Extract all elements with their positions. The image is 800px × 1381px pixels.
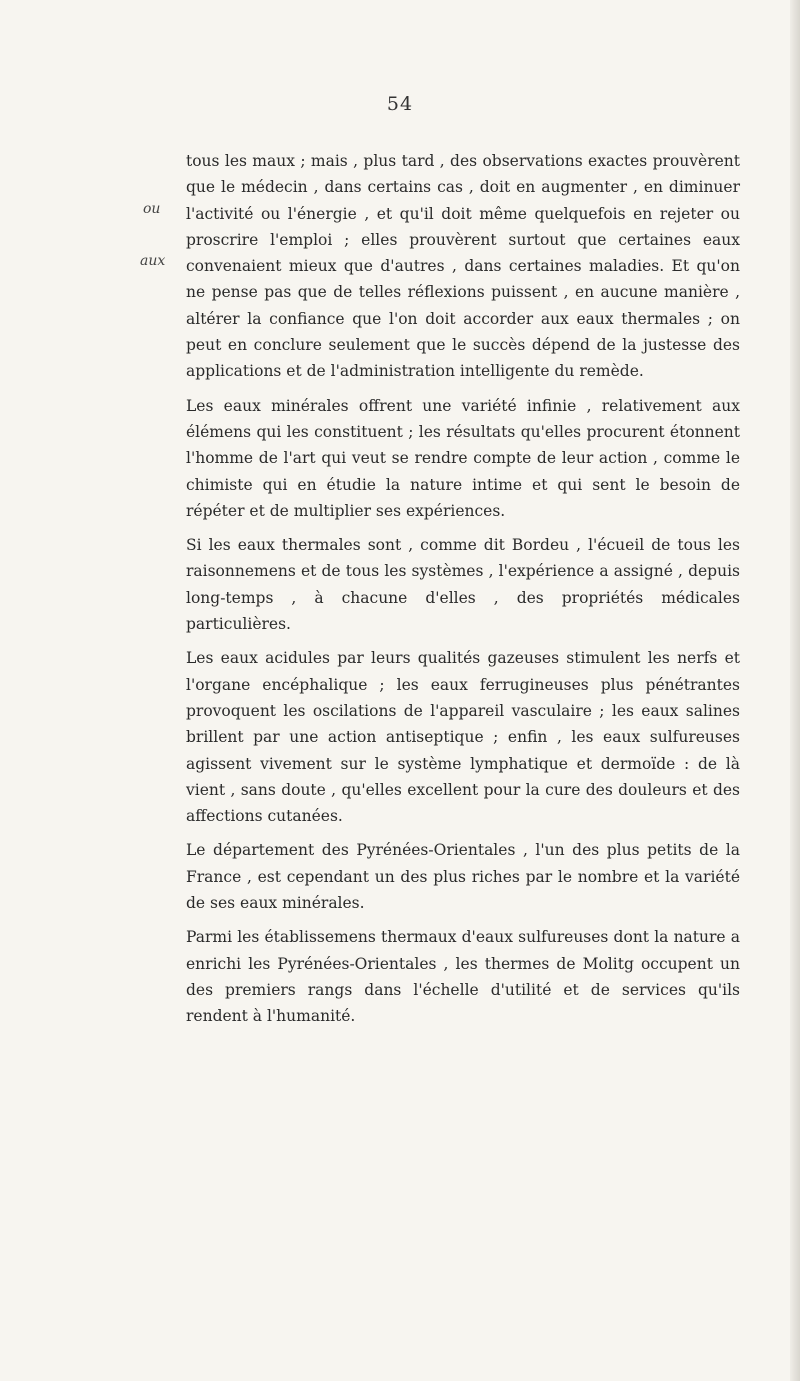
paragraph-6: Parmi les établissemens thermaux d'eaux sulfureuses dont la nature a enrichi les Pyrénées-Orientales , les thermes de Molitg occupent un des premiers rangs dans l'échelle d'utilité et de services qu'ils rendent à l'humanité. — [186, 928, 740, 1026]
paragraph-2: Les eaux minérales offrent une variété infinie , relativement aux élémens qui les constituent ; les résultats qu'elles procurent étonnent l'homme de l'art qui veut se rendre compte de leur action , comme le chimiste qui en étudie la nature intime et qui sent le besoin de répéter et de multiplier ses expériences. — [186, 396, 740, 520]
paragraph-4: Les eaux acidules par leurs qualités gazeuses stimulent les nerfs et l'organe encéphalique ; les eaux ferrugineuses plus pénétrantes provoquent les oscilations de l'appareil vasculaire ; les eaux salines brillent par une action antiseptique ; enfin , les eaux sulfureuses agissent vivement sur le système lymphatique et dermoïde : de là vient , sans doute , qu'elles excellent pour la cure des douleurs et des affections cutanées. — [186, 649, 740, 826]
margin-annotation-2: aux — [140, 253, 166, 269]
paragraph-3: Si les eaux thermales sont , comme dit Bordeu , l'écueil de tous les raisonnemens et de tous les systèmes , l'expérience a assigné , depuis long-temps , à chacune d'elles , des propriétés médicales particulières. — [186, 536, 740, 634]
page-number: 54 — [386, 93, 414, 115]
margin-annotation-1: ou — [143, 201, 161, 217]
body-text — [186, 148, 740, 1030]
paragraph-5: Le département des Pyrénées-Orientales , l'un des plus petits de la France , est cependant un des plus riches par le nombre et la variété de ses eaux minérales. — [186, 841, 740, 913]
page-edge — [790, 0, 800, 1381]
paragraph-1: tous les maux ; mais , plus tard , des observations exactes prouvèrent que le médecin , dans certains cas , doit en augmenter , en diminuer l'activité ou l'énergie , et qu'il doit même quelquefois en rejeter ou proscrire l'emploi ; elles prouvèrent surtout que certaines eaux convenaient mieux que d'autres , dans certaines maladies. Et qu'on ne pense pas que de telles réflexions puissent , en aucune manière , altérer la confiance que l'on doit accorder aux eaux thermales ; on peut en conclure seulement que le succès dépend de la justesse des applications et de l'administration intelligente du remède. — [186, 152, 740, 381]
